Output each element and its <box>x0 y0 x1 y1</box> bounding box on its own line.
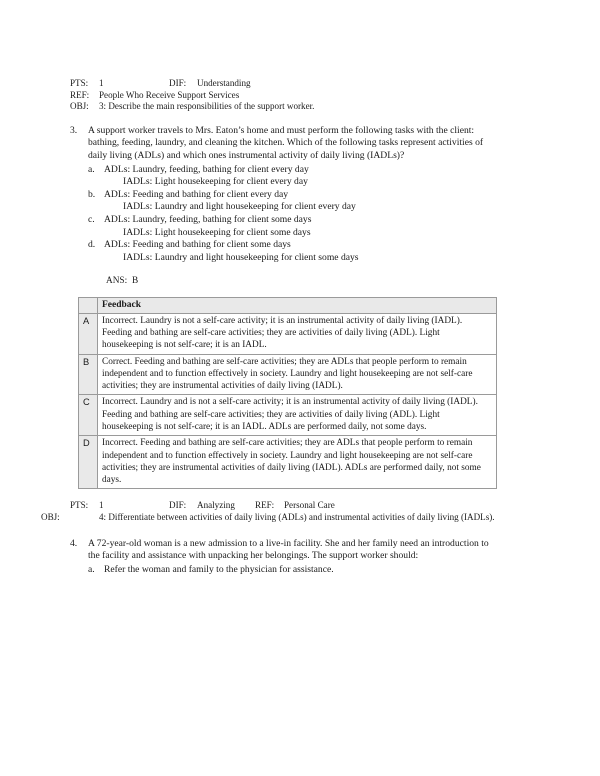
feedback-row-c-letter: C <box>79 395 98 436</box>
table-row <box>79 395 497 436</box>
option-c-text <box>104 214 502 239</box>
option-b[interactable] <box>88 189 502 214</box>
option-b-line2: IADLs: Laundry and light housekeeping for client every day <box>123 201 356 213</box>
obj-label: OBJ: <box>70 101 89 112</box>
bottom-ref-label: REF: <box>255 500 275 511</box>
feedback-row-a-text: Incorrect. Laundry is not a self-care activity; it is an instrumental activity of daily living (IADL). Feeding and bathing are self-care activities; they are activities of daily living (ADL). Light housekeeping is not self-care; it is an IADL. <box>98 313 497 354</box>
question-4-stem: A 72-year-old woman is a new admission to a live-in facility. She and her family need an introduction to the facility and assistance with unpacking her belongings. The support worker should: <box>88 537 489 562</box>
bottom-pts-value: 1 <box>99 500 104 511</box>
option-a-line1: ADLs: Laundry, feeding, bathing for client every day <box>104 163 309 175</box>
bottom-obj-label: OBJ: <box>41 512 60 523</box>
pts-value: 1 <box>99 78 104 88</box>
feedback-row-d-text: Incorrect. Feeding and bathing are self-care activities; they are ADLs that people perform to remain independent and to function effectively in society. Laundry and light housekeeping are not self-care activities; they are instrumental activities of daily living (IADL). ADLs are performed daily, not some days. <box>98 436 497 489</box>
bottom-obj-value: 4: Differentiate between activities of daily living (ADLs) and instrumental activities of daily living (IADLs). <box>99 512 495 523</box>
q4-option-a-text: Refer the woman and family to the physician for assistance. <box>104 563 334 575</box>
option-b-line1: ADLs: Feeding and bathing for client every day <box>104 188 289 200</box>
bottom-dif-label: DIF: <box>169 500 187 511</box>
question-3-number: 3. <box>70 124 78 136</box>
option-c[interactable] <box>88 214 502 239</box>
option-c-line1: ADLs: Laundry, feeding, bathing for client some days <box>104 213 312 225</box>
metadata-obj-line <box>70 101 502 113</box>
answer-value: B <box>132 276 139 287</box>
option-d[interactable] <box>88 239 502 264</box>
question-4 <box>70 538 502 577</box>
feedback-row-b-letter: B <box>79 354 98 395</box>
table-row <box>79 313 497 354</box>
feedback-row-d-letter: D <box>79 436 98 489</box>
question-4-number: 4. <box>70 537 78 549</box>
question-3-stem: A support worker travels to Mrs. Eaton’s home and must perform the following tasks with the client: bathing, feeding, laundry, and cleaning the kitchen. Which of the following tasks represent activities of daily living (ADLs) and which ones instrumental activity of daily living (IADLs)? <box>88 124 484 161</box>
option-b-letter: b. <box>88 188 96 200</box>
feedback-row-b-text: Correct. Feeding and bathing are self-care activities; they are ADLs that people perform to remain independent and to function effectively in society. Laundry and light housekeeping are not self-care activities; they are instrumental activities of daily living (IADL). <box>98 354 497 395</box>
bottom-ref-value: Personal Care <box>284 500 335 511</box>
feedback-header-blank-cell <box>79 298 98 313</box>
option-d-text <box>104 239 502 264</box>
feedback-header-cell: Feedback <box>98 298 497 313</box>
metadata-bottom-pts-line <box>70 500 502 512</box>
table-row <box>79 436 497 489</box>
option-a-line2: IADLs: Light housekeeping for client every day <box>123 176 308 188</box>
option-c-line2: IADLs: Light housekeeping for client some days <box>123 226 311 238</box>
question-4-options <box>88 564 502 577</box>
obj-value: 3: Describe the main responsibilities of the support worker. <box>99 101 315 112</box>
q4-option-a[interactable] <box>88 564 502 577</box>
bottom-pts-label: PTS: <box>70 500 89 511</box>
answer-line <box>106 275 502 287</box>
option-d-letter: d. <box>88 239 96 251</box>
ref-label: REF: <box>70 89 90 100</box>
dif-label: DIF: <box>169 78 187 88</box>
document-content <box>41 78 502 576</box>
bottom-dif-value: Analyzing <box>197 500 235 511</box>
option-a-text <box>104 164 502 189</box>
option-d-line2: IADLs: Laundry and light housekeeping for client some days <box>123 251 359 263</box>
option-b-text <box>104 189 502 214</box>
feedback-table <box>78 297 497 489</box>
metadata-ref-line <box>70 90 502 102</box>
feedback-table-wrapper <box>78 297 496 489</box>
dif-value: Understanding <box>197 78 251 88</box>
option-a[interactable] <box>88 164 502 189</box>
feedback-table-header-row <box>79 298 497 313</box>
feedback-row-a-letter: A <box>79 313 98 354</box>
metadata-pts-dif-line <box>70 78 502 90</box>
metadata-block-top <box>70 78 502 113</box>
pts-label: PTS: <box>70 78 89 88</box>
question-3 <box>70 125 502 288</box>
question-3-options <box>88 164 502 265</box>
answer-label: ANS: <box>106 276 128 287</box>
feedback-row-c-text: Incorrect. Laundry and is not a self-care activity; it is an instrumental activity of daily living (IADL). Feeding and bathing are self-care activities; they are activities of daily living (ADL). Light housekeeping is not self-care; it is an IADL. ADLs are performed daily, not some days. <box>98 395 497 436</box>
table-row <box>79 354 497 395</box>
option-c-letter: c. <box>88 213 95 225</box>
option-d-line1: ADLs: Feeding and bathing for client some days <box>104 239 291 251</box>
q4-option-a-letter: a. <box>88 563 95 575</box>
question-4-body <box>88 538 502 577</box>
metadata-bottom-obj-line <box>41 512 502 524</box>
question-3-body <box>88 125 502 288</box>
ref-value: People Who Receive Support Services <box>99 89 240 100</box>
option-a-letter: a. <box>88 163 95 175</box>
metadata-block-bottom <box>41 500 502 523</box>
